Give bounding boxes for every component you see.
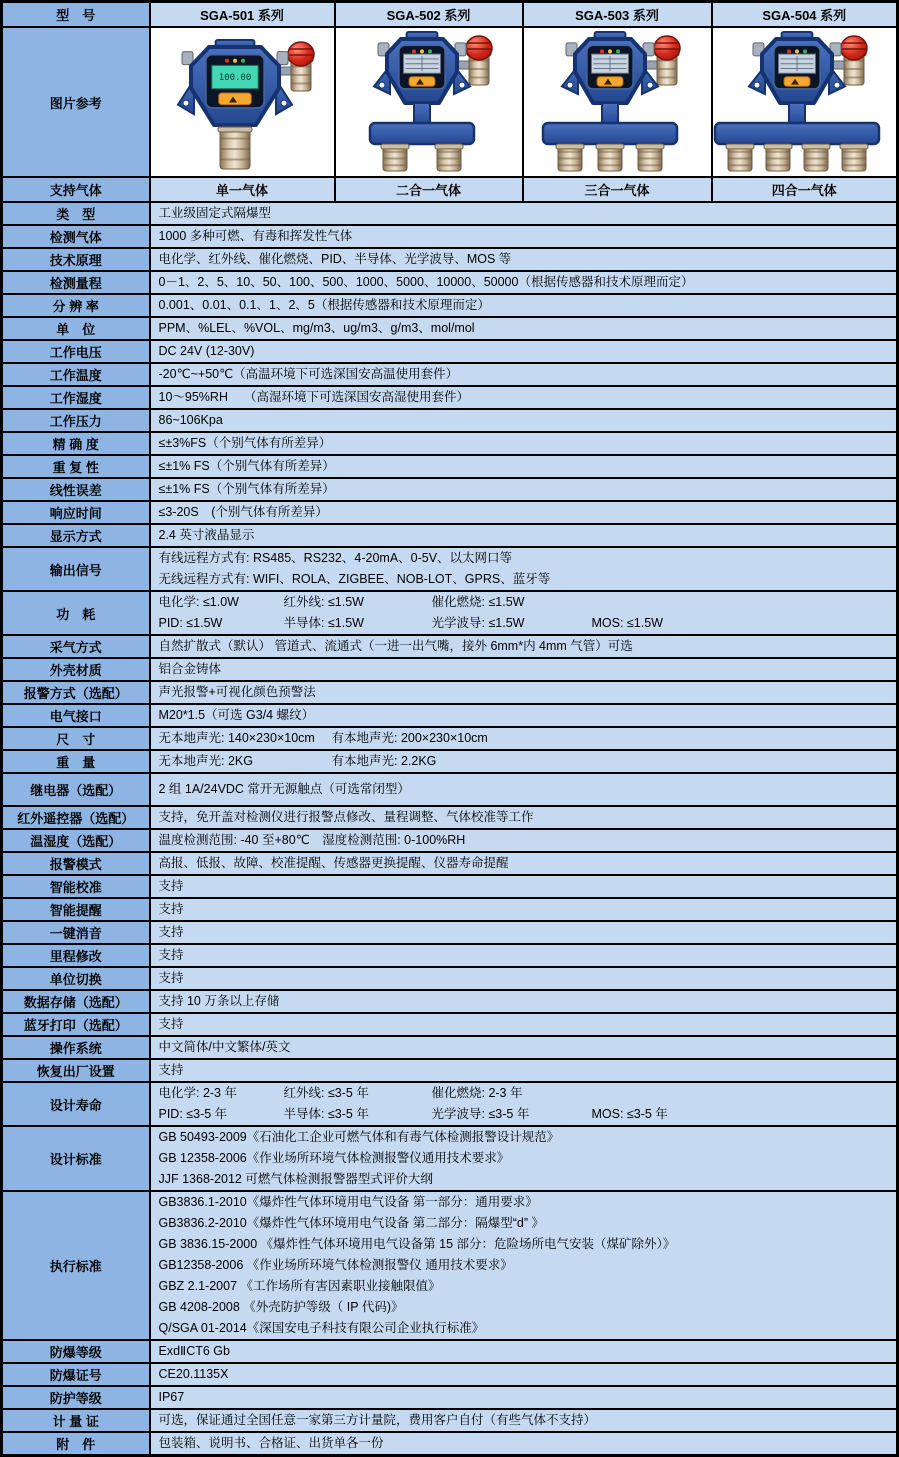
spec-line: 支持 10 万条以上存储 (158, 994, 280, 1008)
spec-row (2, 1082, 898, 1126)
spec-row-value (150, 990, 898, 1013)
spec-row-value (150, 635, 898, 658)
spec-row-value (150, 773, 898, 806)
spec-row-label: 数据存储（选配） (2, 990, 150, 1013)
spec-row-value (150, 271, 898, 294)
spec-row-label: 防爆等级 (2, 1340, 150, 1363)
spec-row-value (150, 1409, 898, 1432)
device-screen-reading: 100.00 (218, 73, 252, 84)
spec-line: ≤±3%FS（个别气体有所差异） (158, 436, 332, 450)
spec-row-value (150, 501, 898, 524)
spec-row (2, 681, 898, 704)
spec-row-label: 工作压力 (2, 409, 150, 432)
spec-line: 支持 (158, 1063, 184, 1077)
spec-row-value (150, 317, 898, 340)
spec-row-value (150, 1386, 898, 1409)
supported-gas-value: 单一气体 (150, 177, 335, 202)
spec-line: 支持 (158, 925, 184, 939)
spec-row-value (150, 478, 898, 501)
spec-segment: 催化燃烧: ≤1.5W (431, 595, 525, 609)
spec-line: 自然扩散式（默认） 管道式、流通式（一进一出气嘴，接外 6mm*内 4mm 气管）可选 (158, 639, 633, 653)
spec-row-value (150, 1432, 898, 1456)
spec-row-label: 尺 寸 (2, 727, 150, 750)
spec-line: 温度检测范围: -40 至+80℃ 湿度检测范围: 0-100%RH (158, 833, 466, 847)
spec-row-label: 操作系统 (2, 1036, 150, 1059)
spec-row-value (150, 852, 898, 875)
spec-row (2, 294, 898, 317)
spec-row-value (150, 1363, 898, 1386)
spec-line: 声光报警+可视化颜色预警法 (158, 685, 316, 699)
spec-row-value (150, 455, 898, 478)
spec-line: 10～95%RH （高湿环境下可选深国安高湿使用套件） (158, 390, 469, 404)
spec-line: 2 组 1A/24VDC 常开无源触点（可选常闭型） (158, 782, 410, 796)
spec-row (2, 967, 898, 990)
spec-row (2, 875, 898, 898)
spec-row (2, 547, 898, 591)
spec-row-label: 重 复 性 (2, 455, 150, 478)
spec-row-label: 显示方式 (2, 524, 150, 547)
spec-row-label: 检测气体 (2, 225, 150, 248)
spec-line: ExdⅡCT6 Gb (158, 1344, 230, 1358)
spec-row (2, 773, 898, 806)
spec-line: GB 4208-2008 《外壳防护等级（ IP 代码)》 (158, 1300, 404, 1314)
spec-row (2, 1409, 898, 1432)
spec-line (159, 1104, 889, 1125)
spec-row-label: 采气方式 (2, 635, 150, 658)
spec-row (2, 1191, 898, 1340)
spec-row-value (150, 967, 898, 990)
spec-line: 铝合金铸体 (158, 662, 222, 676)
spec-line: M20*1.5（可选 G3/4 螺纹） (158, 708, 315, 722)
gas-detector-photo-sga-502 (338, 29, 520, 175)
spec-line: GB 3836.15-2000 《爆炸性气体环境用电气设备第 15 部分：危险场所电气安装（煤矿除外）》 (158, 1237, 676, 1251)
spec-row (2, 248, 898, 271)
spec-row-label: 类 型 (2, 202, 150, 225)
spec-line: ≤3-20S (个别气体有所差异） (158, 505, 328, 519)
spec-table-body (2, 2, 898, 1456)
spec-row-label: 智能提醒 (2, 898, 150, 921)
spec-row-label: 智能校准 (2, 875, 150, 898)
image-reference-row (2, 27, 898, 177)
spec-line (159, 1083, 889, 1104)
spec-segment: 光学波导: ≤3-5 年 (431, 1107, 530, 1121)
spec-line: 2.4 英寸液晶显示 (158, 528, 255, 542)
spec-line (159, 592, 889, 613)
spec-line: 无线远程方式有: WIFI、ROLA、ZIGBEE、NOB-LOT、GPRS、蓝牙等 (158, 572, 551, 586)
spec-segment: 有本地声光: 200×230×10cm (331, 731, 488, 745)
spec-row (2, 271, 898, 294)
spec-row-label: 蓝牙打印（选配） (2, 1013, 150, 1036)
spec-row-label: 红外遥控器（选配） (2, 806, 150, 829)
gas-detector-photo-sga-503 (526, 29, 708, 175)
spec-line: 1000 多种可燃、有毒和挥发性气体 (158, 229, 353, 243)
spec-line: Q/SGA 01-2014《深国安电子科技有限公司企业执行标准》 (158, 1321, 485, 1335)
spec-row-value (150, 1191, 898, 1340)
spec-segment: PID: ≤3-5 年 (158, 1107, 228, 1121)
spec-row (2, 921, 898, 944)
spec-line: 0－1、2、5、10、50、100、500、1000、5000、10000、50000（根据传感器和技术原理而定） (158, 275, 694, 289)
spec-row (2, 852, 898, 875)
spec-line: GBZ 2.1-2007 《工作场所有害因素职业接触限值》 (158, 1279, 441, 1293)
spec-row (2, 409, 898, 432)
spec-segment: 无本地声光: 2KG (158, 754, 253, 768)
model-header-row (2, 2, 898, 28)
spec-row-label: 执行标准 (2, 1191, 150, 1340)
spec-row-value (150, 1340, 898, 1363)
spec-row-value (150, 727, 898, 750)
spec-segment: 半导体: ≤1.5W (283, 616, 364, 630)
spec-row-label: 电气接口 (2, 704, 150, 727)
spec-segment: 红外线: ≤1.5W (283, 595, 364, 609)
spec-row (2, 990, 898, 1013)
spec-segment: MOS: ≤1.5W (591, 616, 663, 630)
spec-row-value (150, 806, 898, 829)
spec-row (2, 1340, 898, 1363)
spec-row (2, 727, 898, 750)
spec-row-label: 恢复出厂设置 (2, 1059, 150, 1082)
spec-row-label: 功 耗 (2, 591, 150, 635)
spec-line: GB3836.1-2010《爆炸性气体环境用电气设备 第一部分：通用要求》 (158, 1195, 538, 1209)
spec-row-label: 设计标准 (2, 1126, 150, 1191)
spec-row-value (150, 1059, 898, 1082)
spec-row-value (150, 225, 898, 248)
spec-row-label: 一键消音 (2, 921, 150, 944)
device-photo-cell-sga-503 (523, 27, 712, 177)
gas-detector-photo-sga-504 (713, 29, 895, 175)
supported-gas-value: 二合一气体 (335, 177, 523, 202)
spec-segment: MOS: ≤3-5 年 (591, 1107, 668, 1121)
spec-row (2, 386, 898, 409)
spec-row (2, 340, 898, 363)
spec-line: 0.001、0.01、0.1、1、2、5（根据传感器和技术原理而定） (158, 298, 490, 312)
spec-row-label: 报警模式 (2, 852, 150, 875)
spec-row-label: 工作温度 (2, 363, 150, 386)
spec-row-label: 单位切换 (2, 967, 150, 990)
spec-row-value (150, 681, 898, 704)
spec-row-value (150, 921, 898, 944)
spec-row (2, 806, 898, 829)
spec-row (2, 1126, 898, 1191)
spec-row-value (150, 202, 898, 225)
model-name: SGA-501 系列 (150, 2, 335, 28)
spec-row-label: 防护等级 (2, 1386, 150, 1409)
spec-line: JJF 1368-2012 可燃气体检测报警器型式评价大纲 (158, 1172, 433, 1186)
row-label-image: 图片参考 (2, 27, 150, 177)
spec-row (2, 591, 898, 635)
spec-line: 支持 (158, 879, 184, 893)
spec-row (2, 524, 898, 547)
spec-row-label: 防爆证号 (2, 1363, 150, 1386)
model-name: SGA-504 系列 (712, 2, 898, 28)
spec-line: 86~106Kpa (158, 413, 223, 427)
spec-row-label: 输出信号 (2, 547, 150, 591)
spec-row-value (150, 829, 898, 852)
spec-row-label: 温湿度（选配） (2, 829, 150, 852)
spec-row-value (150, 898, 898, 921)
spec-line: 中文简体/中文繁体/英文 (158, 1040, 291, 1054)
gas-detector-photo-sga-501 (151, 29, 333, 175)
spec-line: GB 12358-2006《作业场所环境气体检测报警仪通用技术要求》 (158, 1151, 510, 1165)
spec-row-value (150, 1082, 898, 1126)
spec-line: 电化学、红外线、催化燃烧、PID、半导体、光学波导、MOS 等 (158, 252, 512, 266)
spec-row (2, 1386, 898, 1409)
spec-row-value (150, 524, 898, 547)
spec-row-label: 里程修改 (2, 944, 150, 967)
spec-row-value (150, 432, 898, 455)
spec-segment: 电化学: ≤1.0W (158, 595, 239, 609)
supported-gas-value: 四合一气体 (712, 177, 898, 202)
device-photo-cell-sga-502 (335, 27, 523, 177)
spec-row-label: 工作湿度 (2, 386, 150, 409)
supported-gas-value: 三合一气体 (523, 177, 712, 202)
spec-line: ≤±1% FS（个别气体有所差异） (158, 482, 335, 496)
spec-line: PPM、%LEL、%VOL、mg/m3、ug/m3、g/m3、mol/mol (158, 321, 475, 335)
spec-row-label: 工作电压 (2, 340, 150, 363)
spec-row-value (150, 248, 898, 271)
spec-row-value (150, 591, 898, 635)
device-photo-cell-sga-504 (712, 27, 898, 177)
spec-row-label: 单 位 (2, 317, 150, 340)
model-name: SGA-502 系列 (335, 2, 523, 28)
spec-segment: 电化学: 2-3 年 (158, 1086, 237, 1100)
spec-row-label: 计 量 证 (2, 1409, 150, 1432)
spec-line: ≤±1% FS（个别气体有所差异） (158, 459, 335, 473)
spec-row-label: 继电器（选配） (2, 773, 150, 806)
spec-row-label: 精 确 度 (2, 432, 150, 455)
spec-row-label: 检测量程 (2, 271, 150, 294)
spec-segment: 光学波导: ≤1.5W (431, 616, 525, 630)
spec-row (2, 501, 898, 524)
spec-row-value (150, 363, 898, 386)
spec-line: 高报、低报、故障、校准提醒、传感器更换提醒、仪器寿命提醒 (158, 856, 509, 870)
spec-row (2, 1059, 898, 1082)
spec-line (159, 751, 889, 772)
spec-row (2, 317, 898, 340)
model-name: SGA-503 系列 (523, 2, 712, 28)
spec-row (2, 1363, 898, 1386)
spec-row-value (150, 1126, 898, 1191)
spec-row (2, 363, 898, 386)
spec-line: 支持 (158, 1017, 184, 1031)
spec-row (2, 944, 898, 967)
spec-row-label: 技术原理 (2, 248, 150, 271)
row-label-model: 型 号 (2, 2, 150, 28)
spec-row-value (150, 750, 898, 773)
spec-line: IP67 (158, 1390, 185, 1404)
spec-line: 包装箱、说明书、合格证、出货单各一份 (158, 1436, 384, 1450)
spec-segment: PID: ≤1.5W (158, 616, 223, 630)
spec-line: 工业级固定式隔爆型 (158, 206, 272, 220)
spec-row (2, 478, 898, 501)
spec-row (2, 658, 898, 681)
spec-row-label: 附 件 (2, 1432, 150, 1456)
spec-line (159, 728, 889, 749)
spec-row (2, 225, 898, 248)
spec-row-label: 分 辨 率 (2, 294, 150, 317)
spec-row (2, 1013, 898, 1036)
spec-line: 可选，保证通过全国任意一家第三方计量院，费用客户自付（有些气体不支持） (158, 1413, 597, 1427)
spec-row (2, 635, 898, 658)
spec-segment: 有本地声光: 2.2KG (331, 754, 437, 768)
spec-line: GB3836.2-2010《爆炸性气体环境用电气设备 第二部分：隔爆型“d” 》 (158, 1216, 544, 1230)
spec-line (159, 613, 889, 634)
spec-segment: 半导体: ≤3-5 年 (283, 1107, 369, 1121)
supported-gas-row (2, 177, 898, 202)
spec-line: 支持 (158, 971, 184, 985)
spec-line: GB 50493-2009《石油化工企业可燃气体和有毒气体检测报警设计规范》 (158, 1130, 560, 1144)
spec-row-value (150, 409, 898, 432)
spec-row (2, 455, 898, 478)
spec-row (2, 1432, 898, 1456)
spec-row (2, 750, 898, 773)
spec-row-label: 响应时间 (2, 501, 150, 524)
spec-segment: 无本地声光: 140×230×10cm (158, 731, 315, 745)
spec-line: GB12358-2006 《作业场所环境气体检测报警仪 通用技术要求》 (158, 1258, 513, 1272)
spec-line: 支持，免开盖对检测仪进行报警点修改、量程调整、气体校准等工作 (158, 810, 534, 824)
spec-line: CE20.1135X (158, 1367, 229, 1381)
spec-row-value (150, 386, 898, 409)
spec-row (2, 202, 898, 225)
row-label-gas: 支持气体 (2, 177, 150, 202)
spec-segment: 红外线: ≤3-5 年 (283, 1086, 369, 1100)
spec-row-value (150, 1013, 898, 1036)
spec-row-label: 重 量 (2, 750, 150, 773)
spec-row-value (150, 547, 898, 591)
device-photo-cell-sga-501 (150, 27, 335, 177)
spec-line: 支持 (158, 948, 184, 962)
spec-row-value (150, 944, 898, 967)
spec-row (2, 704, 898, 727)
spec-row-label: 外壳材质 (2, 658, 150, 681)
spec-row-value (150, 294, 898, 317)
spec-row-label: 线性误差 (2, 478, 150, 501)
spec-row (2, 1036, 898, 1059)
spec-row-value (150, 658, 898, 681)
spec-row (2, 898, 898, 921)
spec-row-value (150, 875, 898, 898)
spec-line: -20℃~+50℃（高温环境下可选深国安高温使用套件） (158, 367, 459, 381)
spec-line: 有线远程方式有: RS485、RS232、4-20mA、0-5V、以太网口等 (158, 551, 513, 565)
spec-row-label: 设计寿命 (2, 1082, 150, 1126)
spec-row-value (150, 1036, 898, 1059)
spec-row-value (150, 340, 898, 363)
spec-row-label: 报警方式（选配） (2, 681, 150, 704)
spec-row (2, 432, 898, 455)
spec-line: DC 24V (12-30V) (158, 344, 255, 358)
spec-line: 支持 (158, 902, 184, 916)
spec-segment: 催化燃烧: 2-3 年 (431, 1086, 523, 1100)
spec-row (2, 829, 898, 852)
spec-row-value (150, 704, 898, 727)
